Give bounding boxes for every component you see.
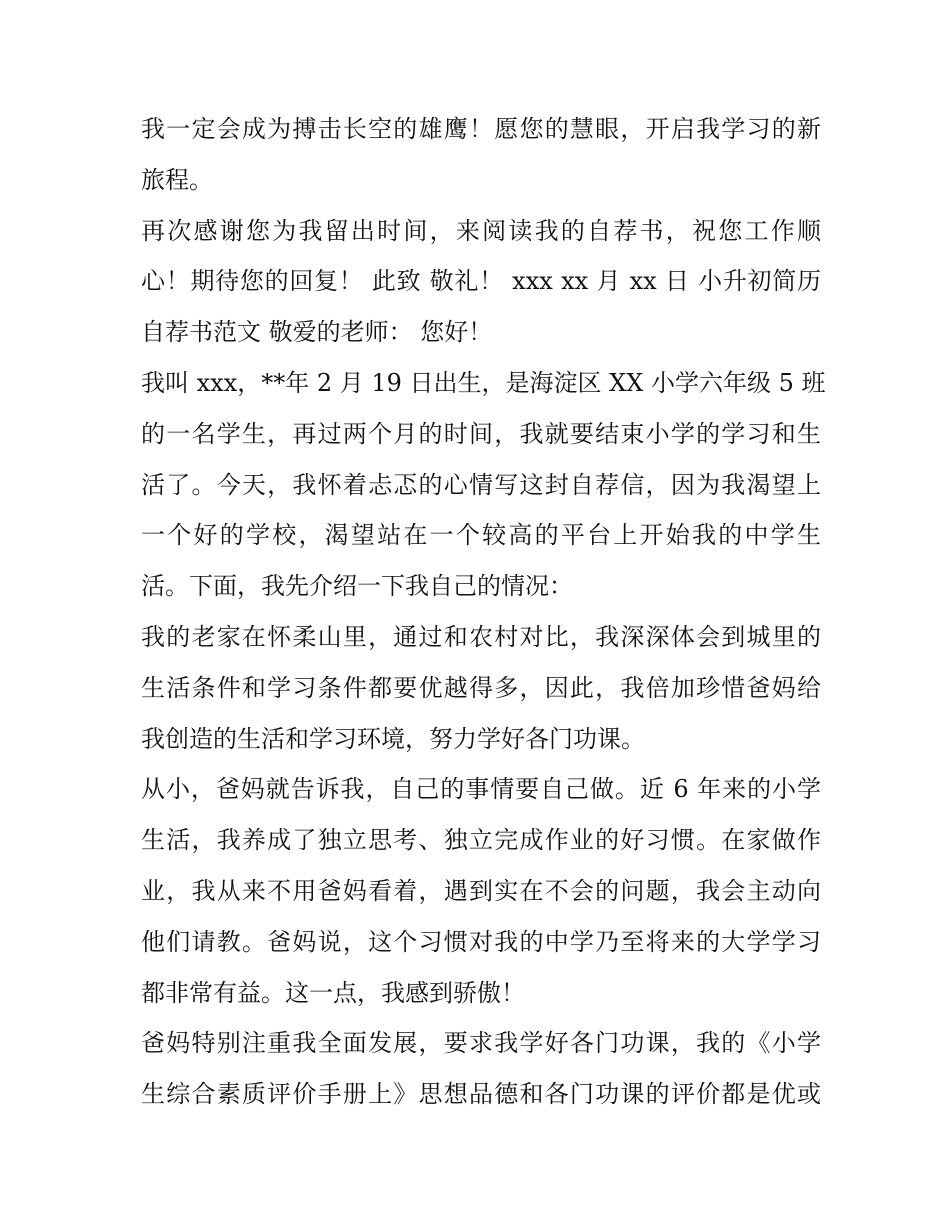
text-line: 一个好的学校，渴望站在一个较高的平台上开始我的中学生 (141, 521, 821, 550)
text-line: 旅程。 (141, 165, 213, 194)
text-line: 业，我从来不用爸妈看着，遇到实在不会的问题，我会主动向 (141, 876, 821, 905)
text-line: 爸妈特别注重我全面发展，要求我学好各门功课，我的《小学 (141, 1029, 821, 1058)
text-line: 活。下面，我先介绍一下我自己的情况： (141, 572, 573, 601)
text-line: 生活，我养成了独立思考、独立完成作业的好习惯。在家做作 (141, 826, 821, 855)
text-line: 我叫 xxx，**年 2 月 19 日出生，是海淀区 XX 小学六年级 5 班 (141, 368, 826, 397)
text-line: 我创造的生活和学习环境，努力学好各门功课。 (141, 724, 645, 753)
text-line: 从小，爸妈就告诉我，自己的事情要自己做。近 6 年来的小学 (141, 775, 821, 804)
text-line: 心！期待您的回复！ 此致 敬礼！ xxx xx 月 xx 日 小升初简历 (141, 267, 821, 296)
body-text (141, 104, 826, 1120)
text-line: 他们请教。爸妈说，这个习惯对我的中学乃至将来的大学学习 (141, 927, 821, 956)
text-line: 生活条件和学习条件都要优越得多，因此，我倍加珍惜爸妈给 (141, 673, 821, 702)
text-line: 的一名学生，再过两个月的时间，我就要结束小学的学习和生 (141, 419, 821, 448)
text-line: 自荐书范文 敬爱的老师： 您好！ (141, 318, 493, 347)
text-line: 再次感谢您为我留出时间，来阅读我的自荐书，祝您工作顺 (141, 216, 821, 245)
text-line: 都非常有益。这一点，我感到骄傲！ (141, 978, 525, 1007)
text-line: 生综合素质评价手册上》思想品德和各门功课的评价都是优或 (141, 1080, 821, 1109)
text-line: 活了。今天，我怀着忐忑的心情写这封自荐信，因为我渴望上 (141, 470, 821, 499)
text-line: 我的老家在怀柔山里，通过和农村对比，我深深体会到城里的 (141, 622, 821, 651)
text-line: 我一定会成为搏击长空的雄鹰！愿您的慧眼，开启我学习的新 (141, 115, 821, 143)
